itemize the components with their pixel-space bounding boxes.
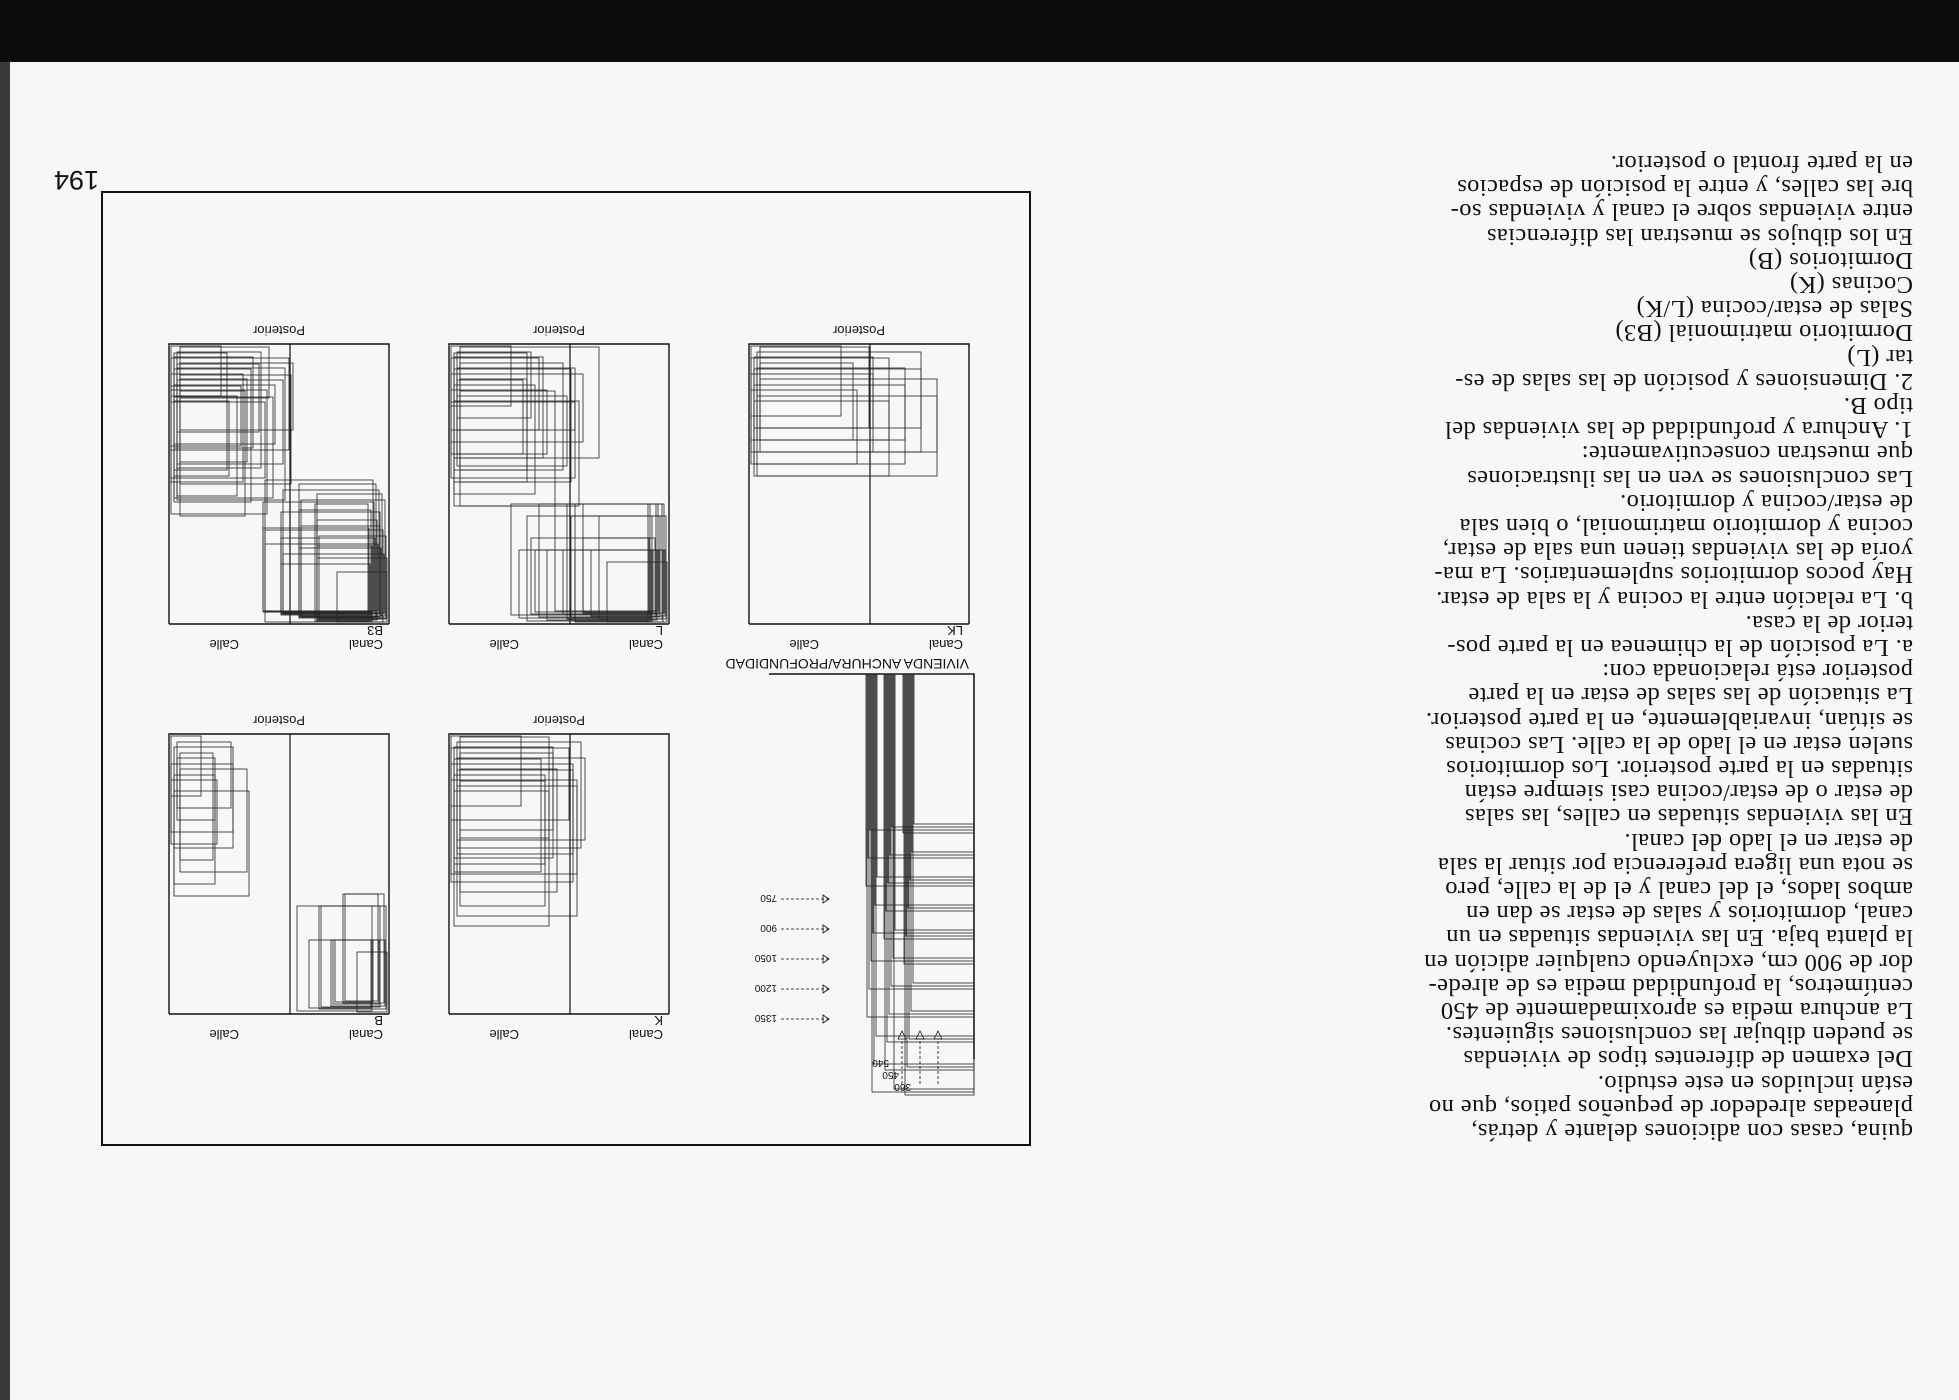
room-rect [454,353,527,470]
room-rect [454,401,579,506]
room-rect [174,747,233,848]
width-label-360: 360 [894,1081,911,1092]
room-rect [315,504,368,621]
room-rect [563,550,659,614]
body-text-line: se nota una ligera preferencia por situar la sala [1437,851,1913,879]
room-rect [571,516,660,617]
room-rect [535,550,653,612]
room-rect [754,369,921,452]
room-rect [451,780,577,874]
body-text-line: la planta baja. En las viviendas situadas en un [1445,924,1913,952]
room-rect [531,538,655,614]
room-rect [171,736,201,796]
key-rect [866,674,974,886]
body-text-line: centímetros, la profundidad media es de alrede- [1428,972,1913,1000]
body-text-line: a. La posición de la chimenea en la parte pos- [1446,634,1913,661]
body-text-line: entre viviendas sobre el canal y viviendas so- [1450,198,1913,226]
body-text-line: La anchura media es aproximadamente de 450 [1440,997,1913,1024]
room-rect [457,786,577,916]
scanner-dark-band [0,0,1959,62]
panel-B3-code: B3 [367,623,383,638]
width-marker-arrow [934,1031,942,1039]
depth-label: 750 [760,892,777,903]
body-text-line: 1. Anchura y profundidad de las viviendas del [1444,416,1913,444]
key-rect [914,674,974,824]
upside-down-page-content [10,62,1959,1400]
key-rect [909,674,974,1039]
room-rect [177,758,215,820]
key-rect [871,674,974,961]
room-rect [454,775,545,864]
room-rect [263,528,369,612]
room-rect [174,791,249,896]
key-rect [906,674,974,936]
body-text-line: están incluidos en este estudio. [1597,1069,1913,1097]
body-text-line: terior de la casa. [1745,609,1913,637]
room-rect [451,402,575,478]
room-rect [174,401,229,476]
depth-label: 900 [760,922,777,933]
room-rect [171,346,221,396]
room-rect [575,504,648,621]
body-text-line: En los dibujos se muestran las diferencias [1486,222,1913,250]
room-rect [454,357,543,458]
body-text-line: En las viviendas situadas en calles, las salas [1464,803,1913,831]
room-rect [760,363,853,440]
panel-K-calle-label: Calle [489,1027,519,1042]
key-rect [885,674,974,1070]
body-text-line: de estar o de estar/cocina casi siempre están [1464,779,1913,807]
body-text-line: posterior está relacionada con: [1601,658,1913,686]
panel-LK-code: LK [947,623,963,638]
key-rect [890,674,974,855]
panel-B3-canal-label: Canal [349,637,383,652]
room-rect [751,346,841,416]
room-rect [460,379,527,482]
body-text-line: tipo B. [1843,392,1913,419]
room-rect [319,906,386,1009]
body-text-line: en la parte frontal o posterior. [1610,150,1913,177]
body-text-line: cocina y dormitorio matrimonial, o bien sala [1459,513,1913,540]
panel-B-posterior-label: Posterior [252,713,306,728]
room-rect [457,396,567,466]
room-rect [171,780,217,844]
room-rect [335,940,373,1002]
key-rect [904,674,974,964]
panel-K-canal-label: Canal [629,1027,663,1042]
room-rect [460,753,553,830]
room-rect [171,386,241,446]
key-rect [889,674,974,1014]
panel-L-canal-label: Canal [629,637,663,652]
body-text-line: Dormitorio matrimonial (B3) [1615,319,1913,347]
key-rect [912,674,974,852]
panel-B3-posterior-label: Posterior [252,323,306,338]
body-text-line: se pueden dibujar las conclusiones siguientes. [1445,1021,1913,1049]
key-rect [908,674,974,908]
room-rect [297,906,372,1011]
room-rect [171,358,289,450]
body-text-line: planeadas alrededor de pequeños patios, que no [1428,1093,1913,1121]
body-text-line: Hay pocos dormitorios suplementarios. La ma- [1434,561,1913,589]
width-label-540: 540 [872,1057,889,1068]
key-rect [870,674,974,830]
room-rect [317,546,372,621]
room-rect [281,512,380,613]
room-rect [283,490,379,614]
body-text-line: La situación de las salas de estar en la parte [1468,682,1913,710]
room-rect [180,769,247,872]
room-rect [460,769,557,892]
room-rect [180,363,293,430]
room-rect [180,391,245,516]
panel-B-calle-label: Calle [209,1027,239,1042]
key-rect [886,674,974,911]
room-rect [174,397,273,498]
panel-LK-canal-label: Canal [929,637,963,652]
body-text-line: b. La relación entre la cocina y la sala de estar. [1435,585,1913,613]
body-text-line: dor de 900 cm, excluyendo cualquier adición en [1423,948,1913,976]
body-text-line: Dormitorios (B) [1748,246,1913,274]
key-rect [911,674,974,1011]
panel-LK-calle-label: Calle [789,637,819,652]
body-text-line: que muestran consecutivamente: [1581,440,1913,468]
body-text-line: Cocinas (K) [1789,271,1913,298]
room-rect [174,353,227,470]
room-rect [583,538,649,612]
depth-label: 1050 [754,952,777,963]
room-rect [457,368,575,430]
page-number: 194 [53,165,99,195]
panel-B-code: B [374,1013,383,1028]
room-rect [331,940,385,1006]
room-rect [451,390,547,454]
body-text-line: Salas de estar/cocina (L/K) [1636,295,1913,323]
panel-LK-outline [749,344,969,624]
panel-K-code: K [654,1013,663,1028]
room-rect [309,940,371,1008]
key-axes [769,674,974,1059]
book-page [10,62,1959,1400]
depth-label: 1350 [754,1012,777,1023]
body-text-line: Las conclusiones se ven en las ilustraciones [1466,464,1913,492]
room-rect [511,504,650,615]
room-rect [317,558,387,618]
figure-title: VIVIENDA ANCHURA/PROFUNDIDAD [725,656,969,672]
room-rect [454,759,541,872]
room-rect [591,550,665,616]
book-spine-edge [0,62,10,1400]
body-text-line: 2. Dimensiones y posición de las salas de es- [1454,367,1913,395]
body-text-line: ambos lados, el del canal y el de la calle, pero [1444,876,1913,903]
panel-L-posterior-label: Posterior [532,323,586,338]
body-text-line: canal, dormitorios y salas de estar se dan en [1465,900,1913,928]
key-rect [905,674,974,1095]
width-depth-diagram [103,193,1029,1144]
body-text-line: suelen estar en el lado de la calle. Las cocinas [1444,730,1913,758]
room-rect [171,390,267,514]
figure-frame [101,191,1031,1146]
key-rect [913,674,974,983]
key-rect [907,674,974,1067]
width-marker-arrow [916,1031,924,1039]
panel-L-calle-label: Calle [489,637,519,652]
body-text-line: quina, casas con adiciones delante y detrás, [1470,1118,1913,1145]
panel-L-outline [449,344,669,624]
room-rect [460,781,545,906]
panel-B-outline [169,734,389,1014]
room-rect [281,538,375,614]
room-rect [460,737,549,838]
room-rect [527,516,652,621]
body-text-line: tar (L) [1846,343,1913,371]
room-rect [460,347,599,458]
width-label-450: 450 [882,1069,899,1080]
body-text-line: situadas en la parte posterior. Los dormitorios [1445,755,1913,782]
room-rect [177,352,261,468]
room-rect [454,369,571,482]
body-text-line: se sitúan, invariablemente, en la parte posterior. [1425,706,1913,734]
body-text-line: yoría de las viviendas tienen una sala de estar, [1442,537,1913,565]
room-rect [539,504,656,617]
key-rect [877,674,974,877]
room-rect [451,736,521,806]
room-rect [547,550,657,620]
body-text-line: bre las calles, y entre la posición de espacios [1456,174,1913,202]
room-rect [174,385,275,444]
key-rect [867,674,974,1017]
body-text-line: de estar/cocina y dormitorio. [1619,488,1913,516]
depth-label: 1200 [754,982,777,993]
body-text-line: Del examen de diferentes tipos de viviendas [1463,1045,1913,1073]
panel-L-code: L [655,623,663,638]
panel-LK-posterior-label: Posterior [832,323,886,338]
panel-B3-calle-label: Calle [209,637,239,652]
room-rect [337,572,387,622]
panel-K-posterior-label: Posterior [532,713,586,728]
key-rect [884,674,974,939]
panel-B-canal-label: Canal [349,1027,383,1042]
room-rect [457,770,573,854]
room-rect [460,391,555,506]
room-rect [263,502,374,611]
body-text-line: de estar en el lado del canal. [1624,827,1913,855]
key-rect [910,674,974,880]
